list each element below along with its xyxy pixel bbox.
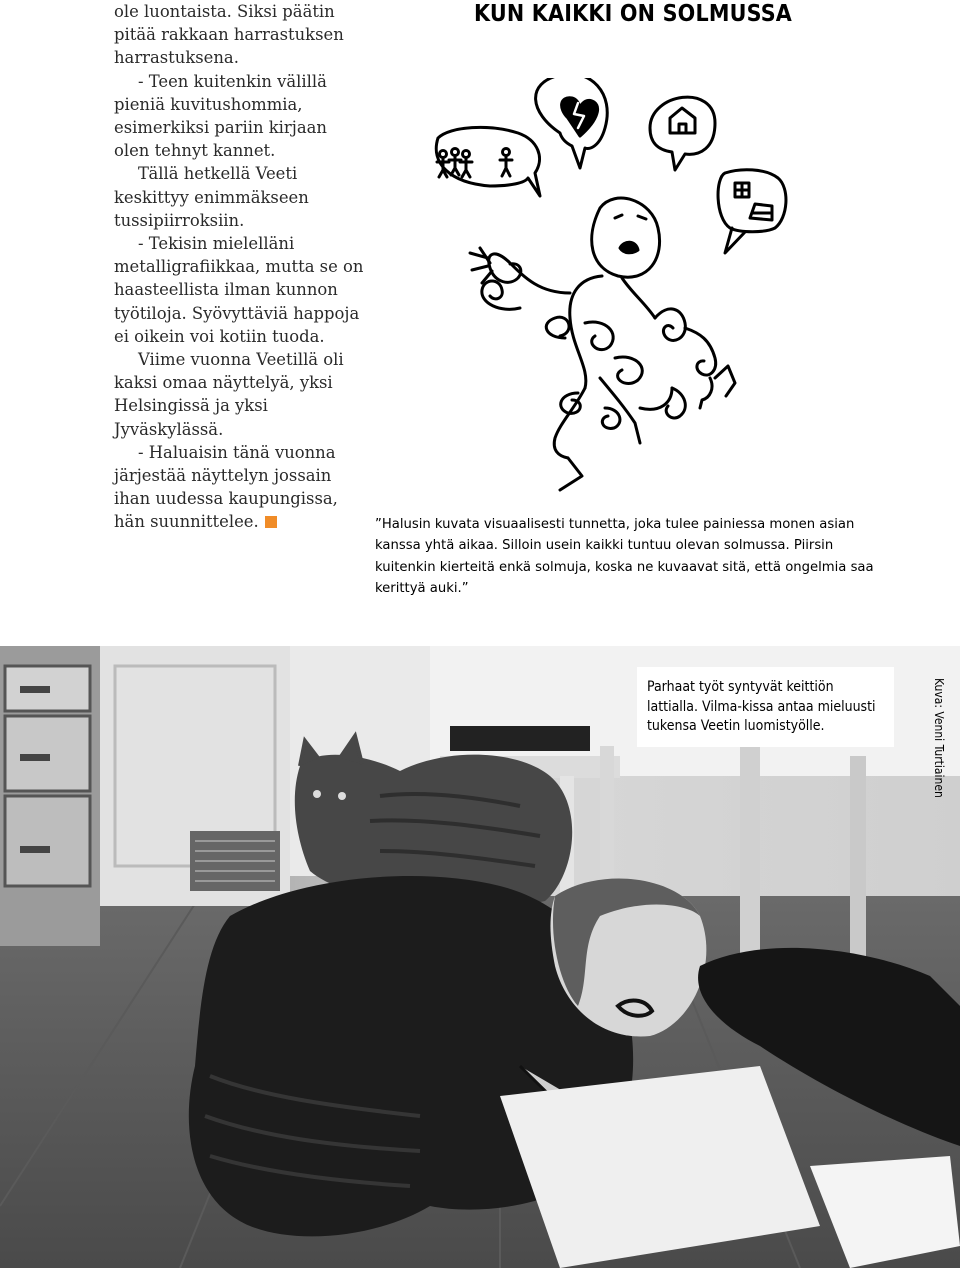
- article-paragraph-5: Viime vuonna Veetillä oli kaksi omaa näyttelyä, yksi Helsingissä ja yksi Jyväskylässä.: [114, 350, 344, 439]
- bubble-broken-heart-icon: [536, 78, 608, 168]
- photo-caption: Parhaat työt syntyvät keittiön lattialla. Vilma-kissa antaa mieluusti tukensa Veetin luomistyölle.: [637, 667, 894, 747]
- figure-head: [592, 198, 660, 277]
- bubble-house-icon: [650, 97, 715, 170]
- article-paragraph-3: Tällä hetkellä Veeti keskittyy enimmäkseen tussipiirroksiin.: [114, 164, 309, 230]
- bubble-room-icon: [718, 170, 786, 253]
- article-paragraph-1: ole luontaista. Siksi päätin pitää rakkaan harrastuksen harrastuksena.: [114, 2, 344, 68]
- photo-credit: Kuva: Venni Turtiainen: [932, 678, 946, 798]
- article-paragraph-2: - Teen kuitenkin välillä pieniä kuvitushommia, esimerkiksi pariin kirjaan olen tehnyt kannet.: [114, 71, 327, 161]
- artist-quote: ”Halusin kuvata visuaalisesti tunnetta, joka tulee painiessa monen asian kanssa yhtä aikaa. Silloin usein kaikki tuntuu olevan solmussa. Piirsin kuitenkin kierteitä enkä solmuja, koska ne kuvaavat sitä, että ongelmia saa kerittyä auki.”: [375, 517, 874, 596]
- bubble-family-icon: [436, 127, 540, 196]
- tangled-figure-drawing: [410, 78, 815, 508]
- article-paragraph-6-text: - Haluaisin tänä vuonna järjestää näyttelyn jossain ihan uudessa kaupungissa, hän suunnittelee.: [114, 442, 338, 532]
- figure-body: [470, 248, 735, 490]
- article-paragraph-6: [114, 441, 364, 534]
- article-body: [114, 0, 364, 534]
- sidebar-heading: KUN KAIKKI ON SOLMUSSA: [474, 1, 793, 27]
- end-mark-icon: [265, 516, 277, 528]
- article-paragraph-4: - Tekisin mielelläni metalligrafiikkaa, mutta se on haasteellista ilman kunnon työtiloja. Syövyttäviä happoja ei oikein voi kotiin tuoda.: [114, 234, 364, 346]
